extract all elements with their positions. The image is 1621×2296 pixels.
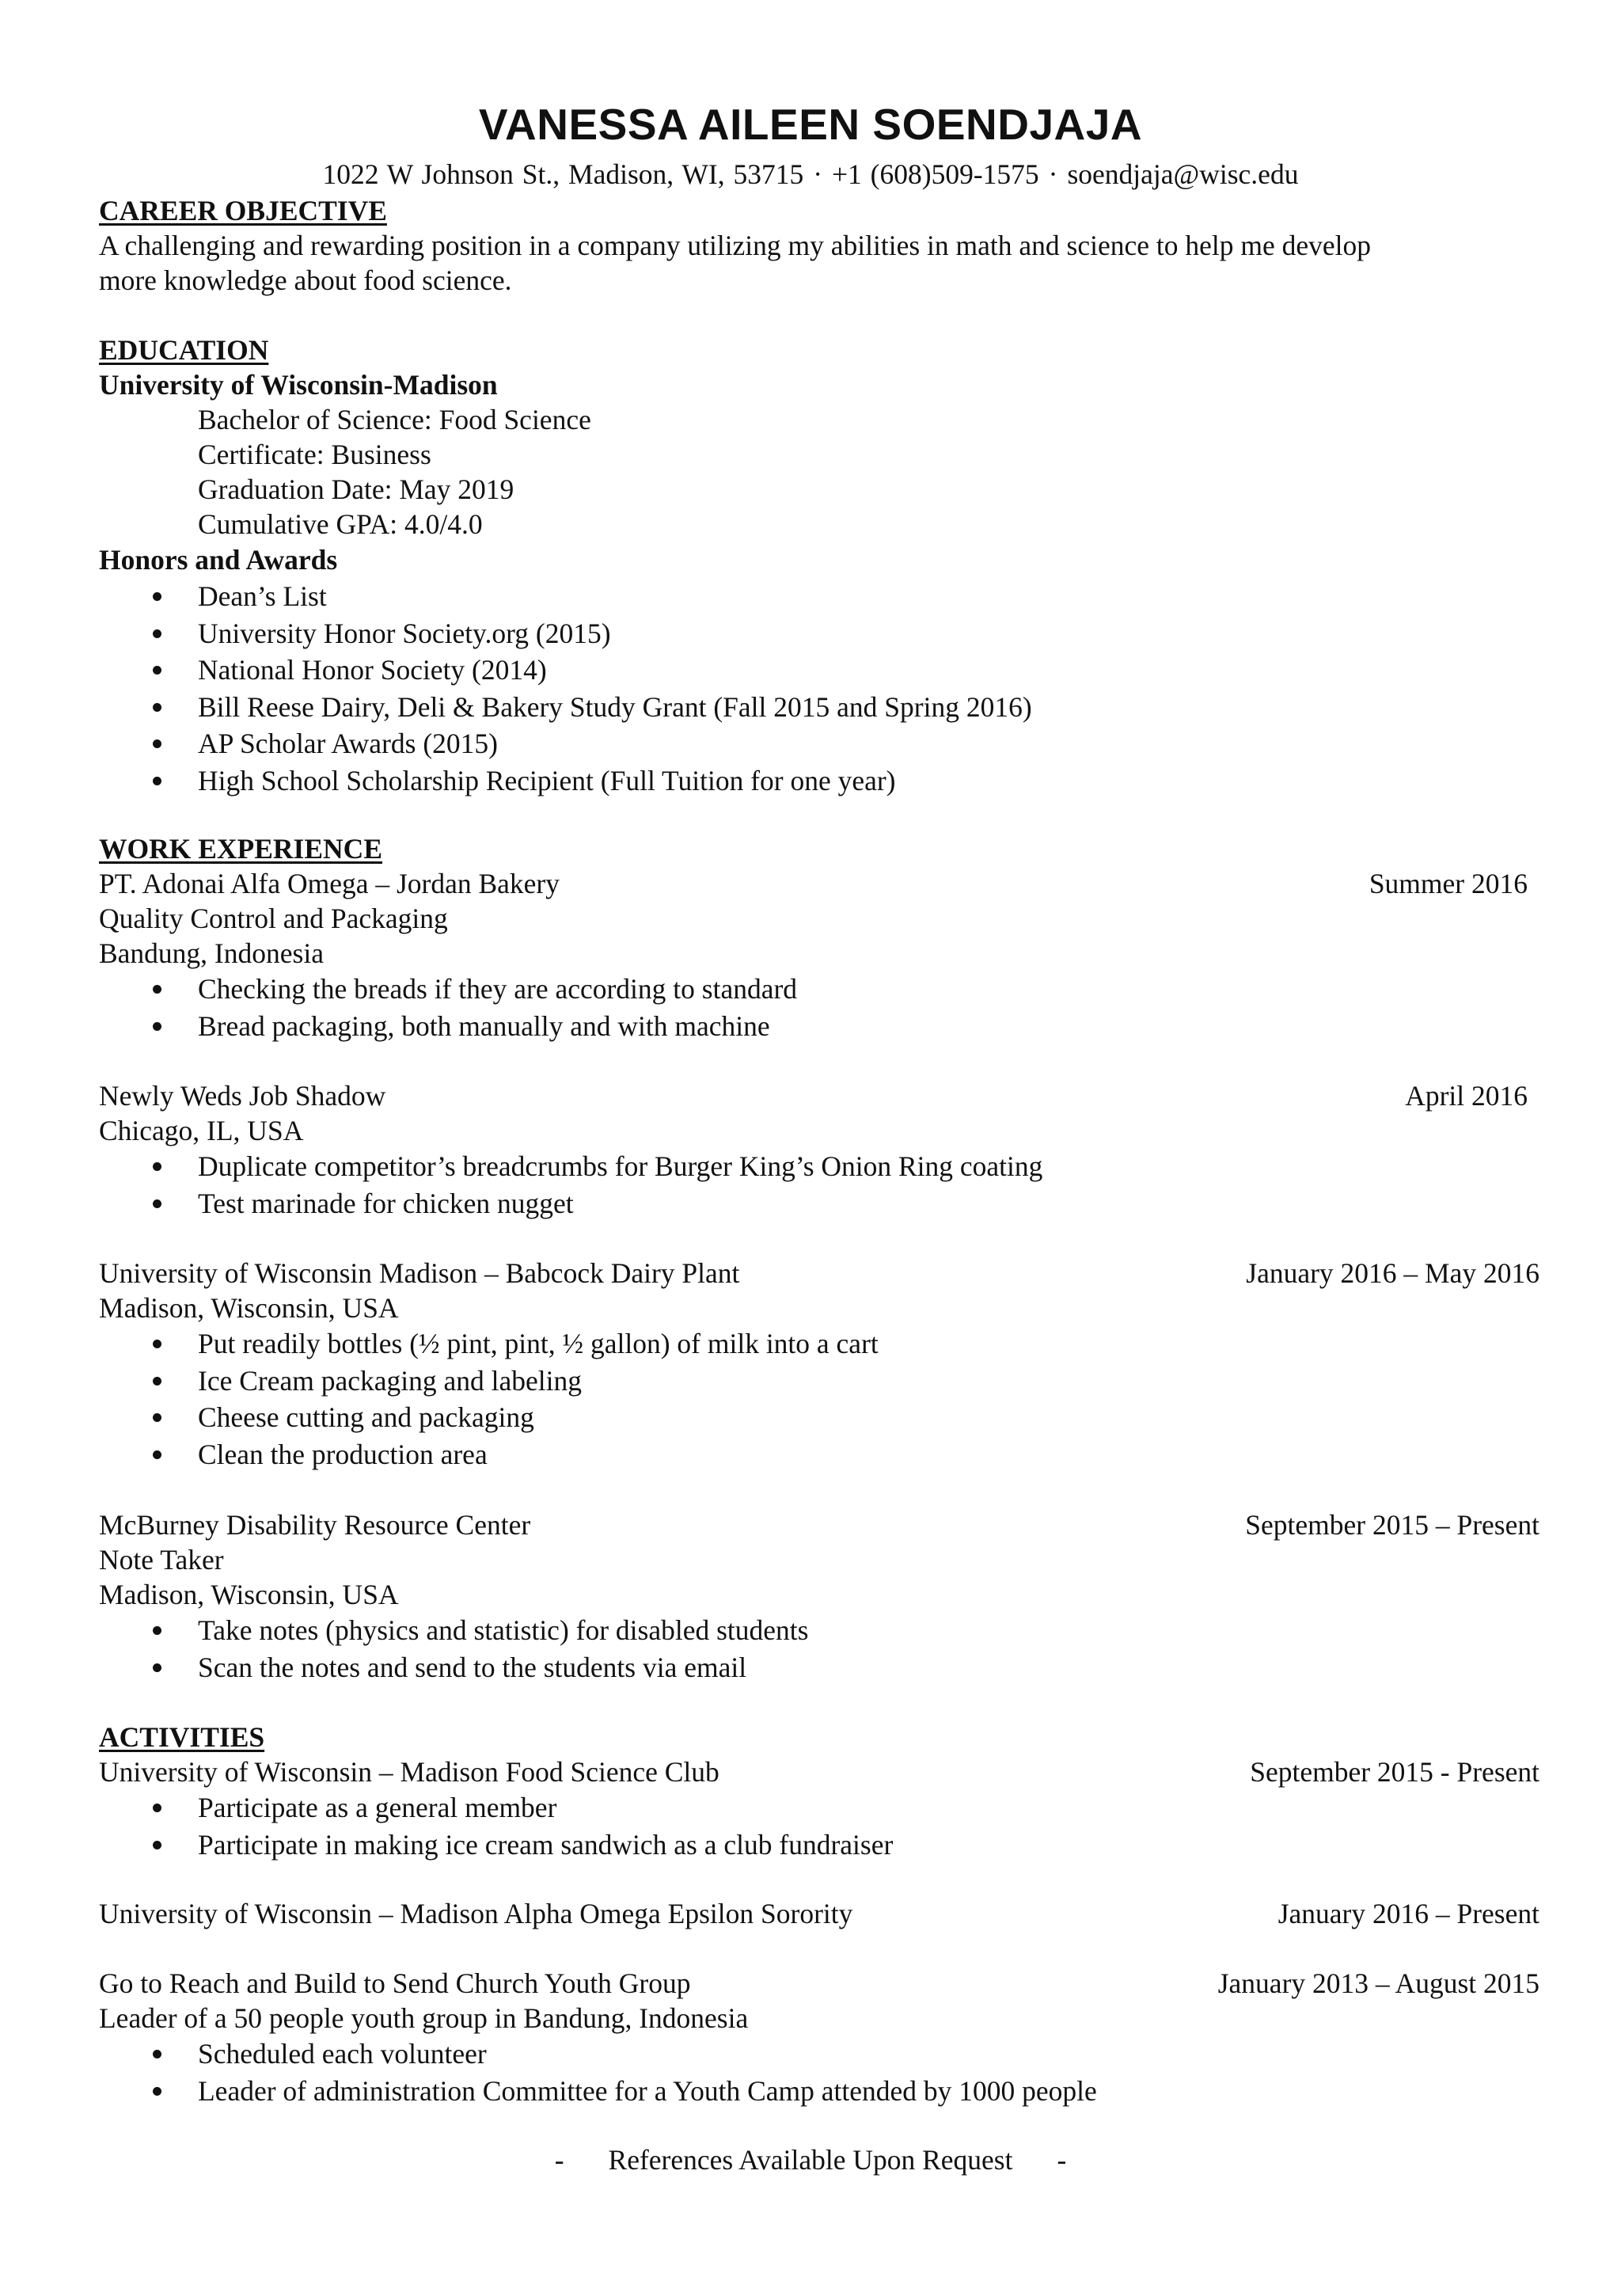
list-item: Cheese cutting and packaging xyxy=(99,1399,1539,1436)
job-date: September 2015 – Present xyxy=(1245,1509,1539,1541)
objective-line: A challenging and rewarding position in a company utilizing my abilities in math and science to help me develop xyxy=(99,230,1371,261)
objective-line: more knowledge about food science. xyxy=(99,264,512,296)
section-heading: EDUCATION xyxy=(99,334,269,366)
email: soendjaja@wisc.edu xyxy=(1067,158,1299,190)
list-item: Participate in making ice cream sandwich as a club fundraiser xyxy=(99,1827,1539,1864)
bullet-icon xyxy=(153,1413,161,1422)
list-item: National Honor Society (2014) xyxy=(99,652,1539,689)
bullet-icon xyxy=(153,1199,161,1208)
bullet-icon xyxy=(153,1804,161,1812)
school-name: University of Wisconsin-Madison xyxy=(99,369,498,401)
job-entry xyxy=(99,1256,1539,1473)
bullet-icon xyxy=(153,985,161,994)
list-item: Participate as a general member xyxy=(99,1789,1539,1827)
job-location: Madison, Wisconsin, USA xyxy=(99,1292,399,1324)
list-item: Scan the notes and send to the students via email xyxy=(99,1649,1539,1686)
list-item: Checking the breads if they are according to standard xyxy=(99,971,1539,1008)
references-footer xyxy=(0,2142,1621,2177)
job-entry xyxy=(99,1078,1539,1222)
job-bullets xyxy=(99,1612,1539,1686)
bullet-icon xyxy=(153,739,161,748)
job-role: Note Taker xyxy=(99,1544,224,1576)
list-item: Leader of administration Committee for a Youth Camp attended by 1000 people xyxy=(99,2073,1539,2110)
bullet-icon xyxy=(153,1377,161,1386)
objective-section xyxy=(99,193,1539,298)
job-location: Bandung, Indonesia xyxy=(99,937,324,969)
job-org: PT. Adonai Alfa Omega – Jordan Bakery xyxy=(99,868,560,899)
activities-section xyxy=(99,1720,1539,1863)
job-date: Summer 2016 xyxy=(1369,868,1528,899)
list-item: Put readily bottles (½ pint, pint, ½ gallon) of milk into a cart xyxy=(99,1325,1539,1363)
education-detail: Certificate: Business xyxy=(198,439,431,470)
list-item: Ice Cream packaging and labeling xyxy=(99,1363,1539,1400)
job-date: January 2016 – May 2016 xyxy=(1246,1257,1539,1289)
separator: · xyxy=(813,158,823,190)
education-section xyxy=(99,333,1539,799)
list-item: Bill Reese Dairy, Deli & Bakery Study Grant (Fall 2015 and Spring 2016) xyxy=(99,689,1539,726)
bullet-icon xyxy=(153,1340,161,1348)
bullet-icon xyxy=(153,2050,161,2058)
job-org: McBurney Disability Resource Center xyxy=(99,1509,531,1541)
bullet-icon xyxy=(153,1841,161,1849)
job-date: April 2016 xyxy=(1405,1080,1528,1112)
activity-date: January 2013 – August 2015 xyxy=(1217,1967,1539,1999)
activity-entry xyxy=(99,1896,1539,1931)
list-item: Duplicate competitor’s breadcrumbs for Burger King’s Onion Ring coating xyxy=(99,1148,1539,1185)
contact-line xyxy=(0,157,1621,192)
work-section xyxy=(99,831,1539,1044)
activity-role: Leader of a 50 people youth group in Bandung, Indonesia xyxy=(99,2002,749,2034)
list-item: Clean the production area xyxy=(99,1436,1539,1473)
job-entry xyxy=(99,866,1539,1044)
section-heading: ACTIVITIES xyxy=(99,1721,265,1753)
job-bullets xyxy=(99,1325,1539,1473)
bullet-icon xyxy=(153,629,161,638)
education-detail: Graduation Date: May 2019 xyxy=(198,473,514,505)
job-bullets xyxy=(99,971,1539,1044)
footer-dash: - xyxy=(1057,2144,1067,2176)
bullet-icon xyxy=(153,592,161,601)
bullet-icon xyxy=(153,1626,161,1635)
activity-org: University of Wisconsin – Madison Food Science Club xyxy=(99,1756,719,1788)
footer-dash: - xyxy=(554,2144,564,2176)
references-text: References Available Upon Request xyxy=(608,2144,1013,2176)
honors-list xyxy=(99,578,1539,799)
bullet-icon xyxy=(153,1162,161,1171)
job-bullets xyxy=(99,1148,1539,1222)
activity-date: January 2016 – Present xyxy=(1277,1898,1539,1929)
education-detail: Cumulative GPA: 4.0/4.0 xyxy=(198,508,483,540)
bullet-icon xyxy=(153,703,161,712)
bullet-icon xyxy=(153,2087,161,2096)
activity-org: University of Wisconsin – Madison Alpha Omega Epsilon Sorority xyxy=(99,1898,853,1929)
activity-org: Go to Reach and Build to Send Church Youth Group xyxy=(99,1967,691,1999)
list-item: Test marinade for chicken nugget xyxy=(99,1185,1539,1222)
education-detail: Bachelor of Science: Food Science xyxy=(198,404,591,435)
activity-date: September 2015 - Present xyxy=(1250,1756,1539,1788)
bullet-icon xyxy=(153,1022,161,1031)
job-role: Quality Control and Packaging xyxy=(99,903,448,934)
bullet-icon xyxy=(153,1450,161,1459)
bullet-icon xyxy=(153,777,161,785)
list-item: High School Scholarship Recipient (Full Tuition for one year) xyxy=(99,762,1539,800)
list-item: Bread packaging, both manually and with machine xyxy=(99,1008,1539,1045)
candidate-name: VANESSA AILEEN SOENDJAJA xyxy=(478,100,1143,149)
list-item: Dean’s List xyxy=(99,578,1539,615)
job-location: Chicago, IL, USA xyxy=(99,1115,304,1146)
bullet-icon xyxy=(153,1663,161,1672)
section-heading: WORK EXPERIENCE xyxy=(99,833,382,865)
phone: +1 (608)509-1575 xyxy=(832,158,1039,190)
job-location: Madison, Wisconsin, USA xyxy=(99,1579,399,1610)
job-org: University of Wisconsin Madison – Babcock Dairy Plant xyxy=(99,1257,740,1289)
section-heading: CAREER OBJECTIVE xyxy=(99,195,387,226)
separator: · xyxy=(1048,158,1058,190)
activity-bullets xyxy=(99,1789,1539,1863)
job-entry xyxy=(99,1507,1539,1686)
list-item: Take notes (physics and statistic) for disabled students xyxy=(99,1612,1539,1649)
bullet-icon xyxy=(153,666,161,675)
activity-bullets xyxy=(99,2036,1539,2109)
address: 1022 W Johnson St., Madison, WI, 53715 xyxy=(322,158,804,190)
honors-heading: Honors and Awards xyxy=(99,544,338,576)
list-item: University Honor Society.org (2015) xyxy=(99,615,1539,652)
list-item: Scheduled each volunteer xyxy=(99,2036,1539,2073)
job-org: Newly Weds Job Shadow xyxy=(99,1080,386,1112)
list-item: AP Scholar Awards (2015) xyxy=(99,725,1539,762)
activity-entry xyxy=(99,1966,1539,2109)
